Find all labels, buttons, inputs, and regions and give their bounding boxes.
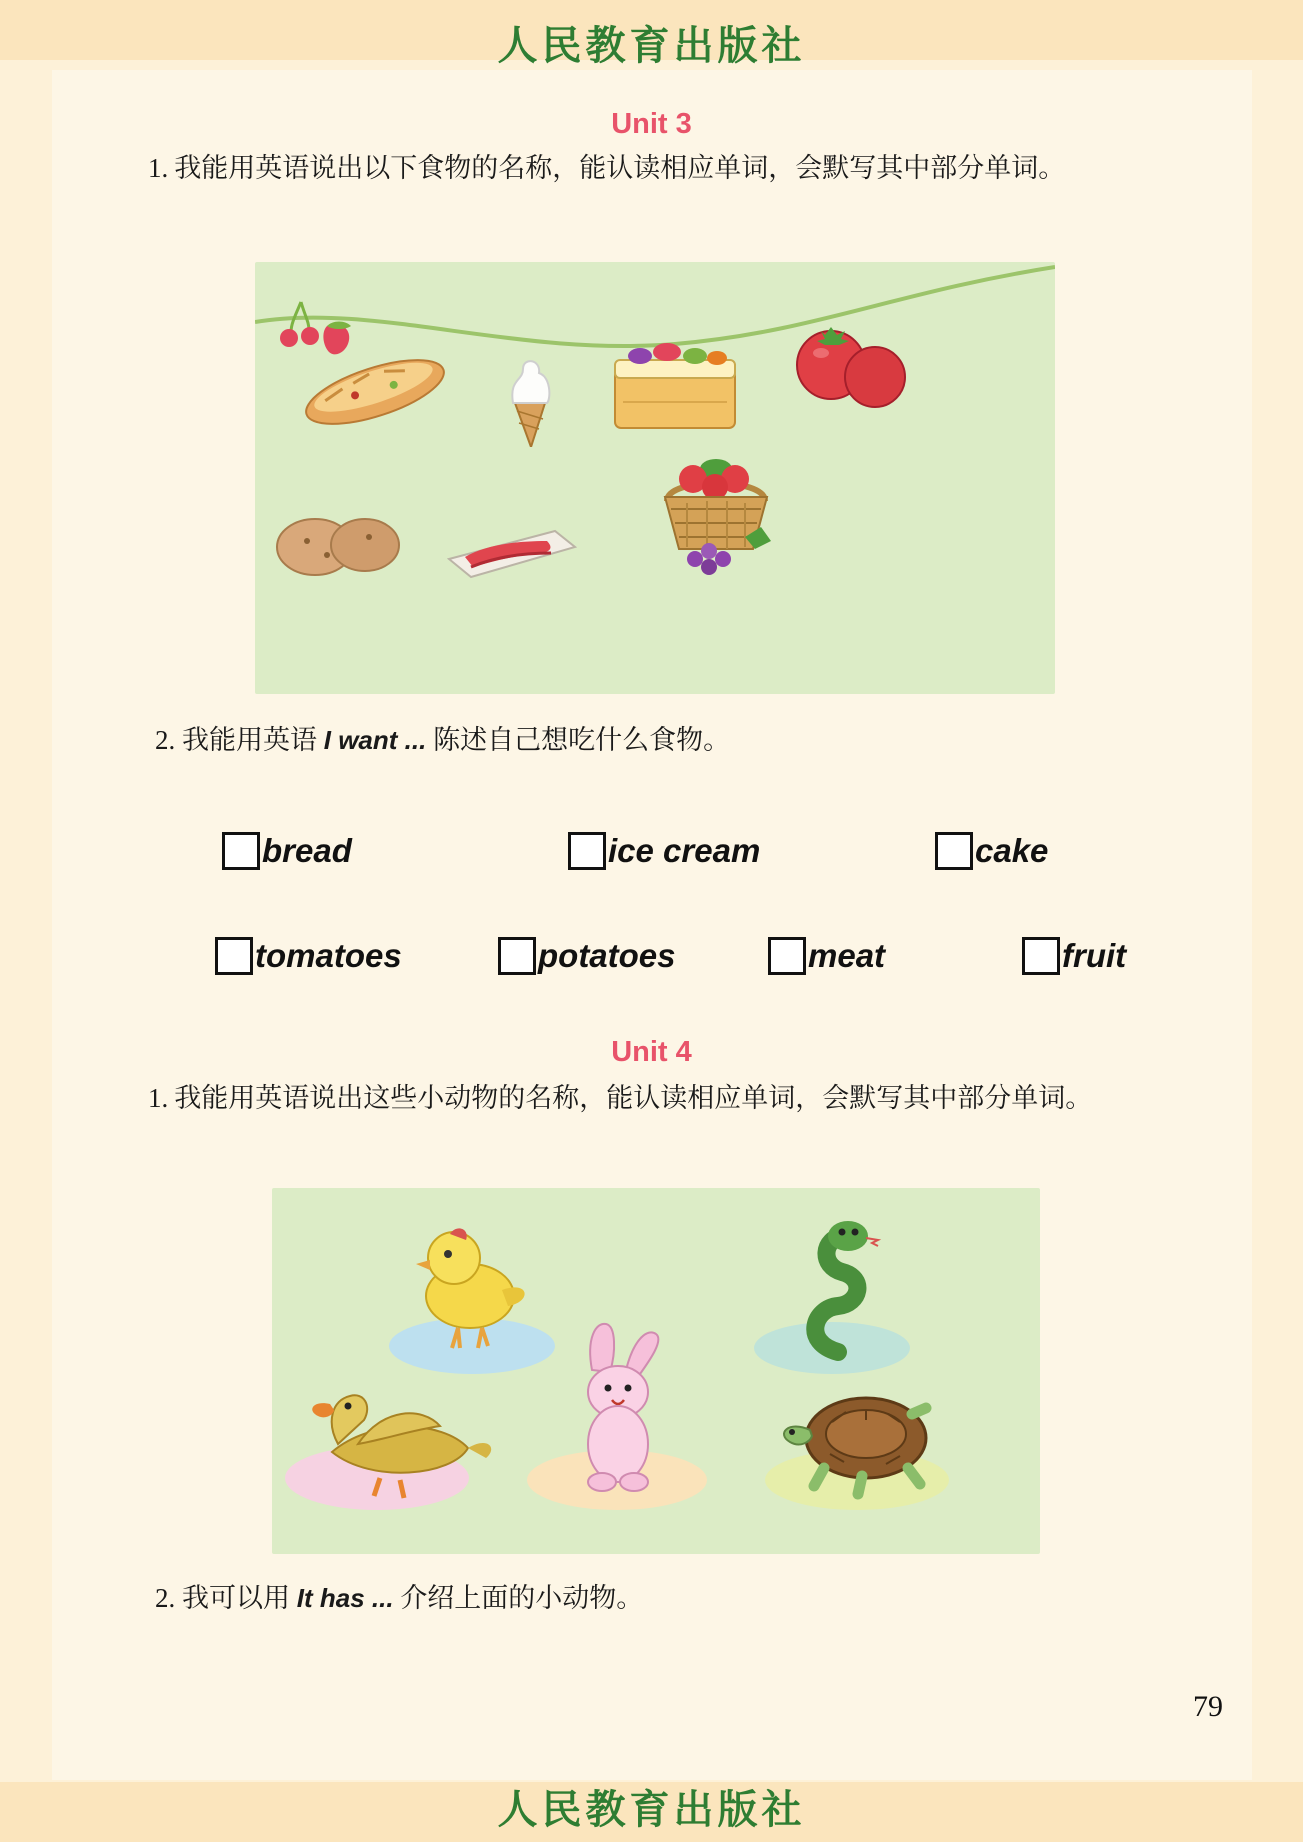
unit-3-item-2-number: 2. — [155, 725, 176, 755]
checkbox-label-bread: bread — [262, 832, 352, 869]
checkbox-item-tomatoes[interactable] — [215, 937, 402, 975]
checkbox-meat[interactable] — [768, 937, 806, 975]
animals-picture-panel — [272, 1188, 1040, 1554]
checkbox-label-cake: cake — [975, 832, 1049, 869]
unit-4-item-1-number: 1. — [148, 1083, 169, 1113]
checkbox-cake[interactable] — [935, 832, 973, 870]
food-picture-panel — [255, 262, 1055, 694]
tomatoes-icon — [775, 307, 925, 427]
rabbit-icon — [530, 1314, 710, 1504]
bread-icon — [295, 337, 455, 447]
checkbox-bread[interactable] — [222, 832, 260, 870]
unit-3-item-1-number: 1. — [148, 153, 169, 183]
unit-3-item-1 — [148, 148, 1168, 190]
checkbox-potatoes[interactable] — [498, 937, 536, 975]
checkbox-item-potatoes[interactable] — [498, 937, 676, 975]
publisher-logo-bottom: 人民教育出版社 — [497, 1787, 806, 1832]
unit-4-item-1-text: 我能用英语说出这些小动物的名称，能认读相应单词，会默写其中部分单词。 — [174, 1083, 1093, 1113]
unit-4-item-1 — [148, 1078, 1168, 1120]
checkbox-tomatoes[interactable] — [215, 937, 253, 975]
unit-3-item-2 — [155, 720, 1155, 762]
unit-3-item-1-text: 我能用英语说出以下食物的名称，能认读相应单词，会默写其中部分单词。 — [174, 153, 1066, 183]
checkbox-label-tomatoes: tomatoes — [255, 937, 402, 974]
unit-3-item-2-text-after: 陈述自己想吃什么食物。 — [426, 725, 731, 755]
checkbox-item-meat[interactable] — [768, 937, 885, 975]
checkbox-label-fruit: fruit — [1062, 937, 1127, 974]
unit-4-item-2-text-before: 我可以用 — [182, 1583, 297, 1613]
checkbox-label-ice-cream: ice cream — [608, 832, 761, 869]
fruit-basket-icon — [625, 417, 825, 617]
checkbox-fruit[interactable] — [1022, 937, 1060, 975]
unit-4-item-2-number: 2. — [155, 1583, 176, 1613]
checkbox-item-bread[interactable] — [222, 832, 352, 870]
checkbox-item-fruit[interactable] — [1022, 937, 1126, 975]
unit-3-item-2-text-before: 我能用英语 — [182, 725, 324, 755]
snake-icon — [762, 1202, 912, 1362]
ice-cream-icon — [485, 307, 575, 447]
potatoes-icon — [265, 487, 415, 597]
page-number: 79 — [1193, 1690, 1223, 1723]
unit-3-title: Unit 3 — [611, 108, 692, 140]
unit-4-title: Unit 4 — [611, 1036, 692, 1068]
unit-4-item-2-text-after: 介绍上面的小动物。 — [393, 1583, 644, 1613]
publisher-logo-top: 人民教育出版社 — [497, 23, 806, 68]
unit-4-item-2-emphasis: It has ... — [296, 1583, 394, 1613]
checkbox-ice-cream[interactable] — [568, 832, 606, 870]
checkbox-item-ice-cream[interactable] — [568, 832, 760, 870]
turtle-icon — [762, 1372, 962, 1502]
unit-4-item-2 — [155, 1578, 1155, 1620]
checkbox-label-meat: meat — [808, 937, 886, 974]
checkbox-item-cake[interactable] — [935, 832, 1048, 870]
checkbox-label-potatoes: potatoes — [538, 937, 676, 974]
unit-3-item-2-emphasis: I want ... — [323, 725, 427, 755]
meat-icon — [435, 497, 595, 597]
duck-icon — [272, 1348, 512, 1508]
